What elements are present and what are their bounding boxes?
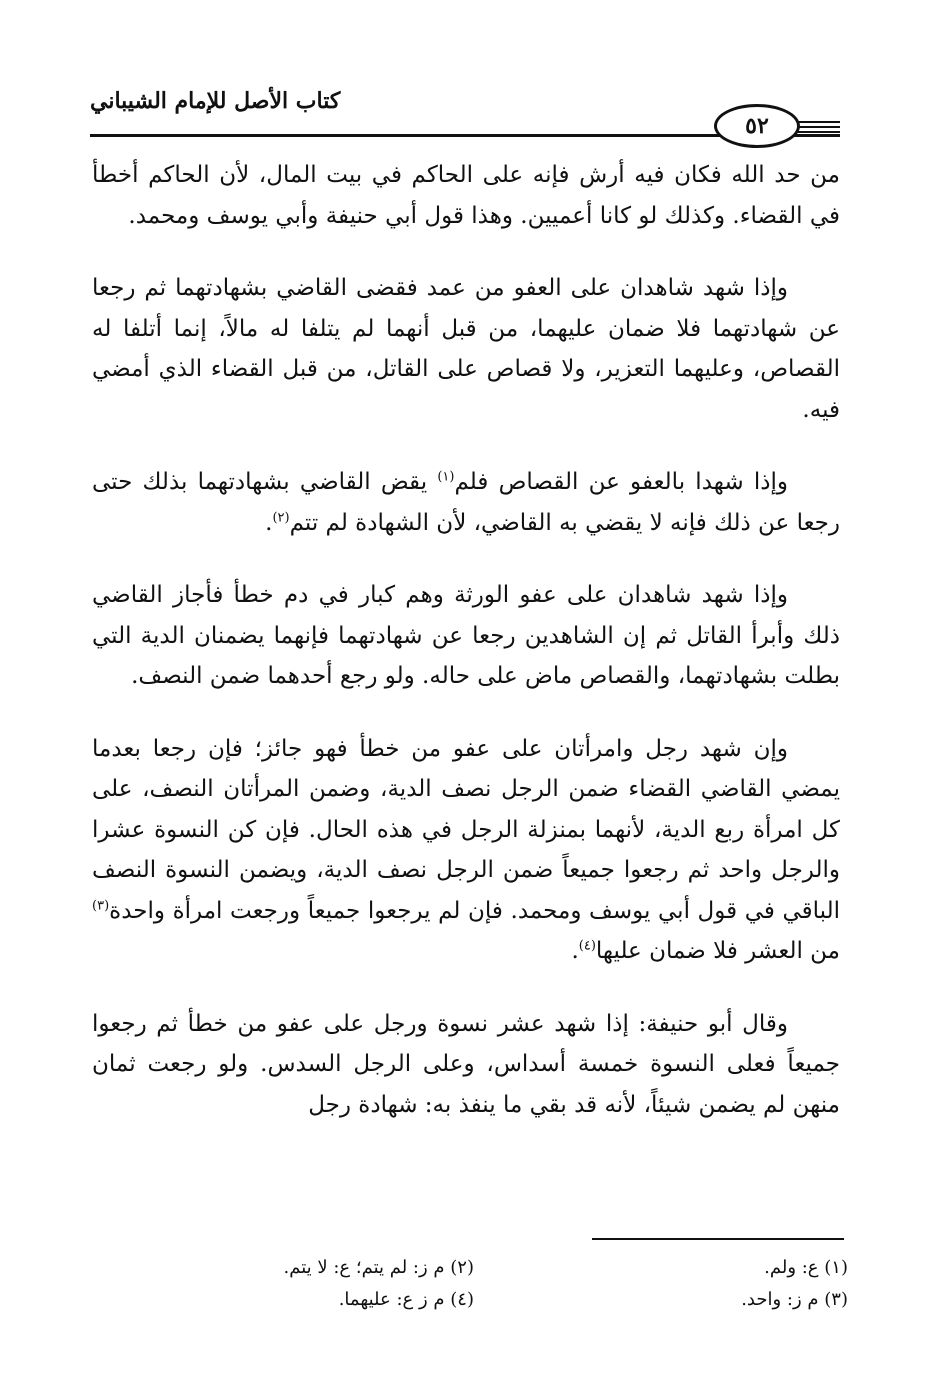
footnote-1: (١) ع: ولم.	[764, 1257, 848, 1278]
footnotes	[100, 1252, 848, 1316]
footnote-ref-4[interactable]: (٤)	[578, 938, 596, 954]
paragraph-6: وقال أبو حنيفة: إذا شهد عشر نسوة ورجل على عفو من خطأ ثم رجعوا جميعاً فعلى النسوة خمسة أسداس، وعلى الرجل السدس. ولو رجعت ثمان منهن لم يضمن شيئاً، لأنه قد بقي ما ينفذ به: شهادة رجل	[92, 1010, 840, 1118]
paragraph-5-text-a: وإن شهد رجل وامرأتان على عفو من خطأ فهو جائز؛ فإن رجعا بعدما يمضي القاضي القضاء ضمن الرجل نصف الدية، وضمن المرأتان النصف، على كل امرأة ربع الدية، لأنهما بمنزلة الرجل في هذه الحال. فإن كن النسوة عشرا والرجل واحد ثم رجعوا جميعاً ضمن الرجل نصف الدية، ويضمن النسوة النصف الباقي في قول أبي يوسف ومحمد. فإن لم يرجعوا جميعاً ورجعت امرأة واحدة	[92, 735, 840, 924]
footnote-4: (٤) م ز ع: عليهما.	[338, 1289, 474, 1310]
footnote-ref-2[interactable]: (٢)	[272, 509, 290, 525]
paragraph-2: وإذا شهد شاهدان على العفو من عمد فقضى القاضي بشهادتهما ثم رجعا عن شهادتهما فلا ضمان عليهما، من قبل أنهما لم يتلفا له مالاً، إنما أتلفا له القصاص، وعليهما التعزير، ولا قصاص على القاتل، من قبل القضاء الذي أمضي فيه.	[92, 275, 840, 423]
paragraph-3-text-c: .	[265, 509, 273, 536]
paragraph-3-text-a: وإذا شهدا بالعفو عن القصاص فلم	[454, 469, 788, 495]
book-title: كتاب الأصل للإمام الشيباني	[90, 88, 341, 114]
footnote-ref-1[interactable]: (١)	[437, 469, 455, 485]
page-number: ٥٢	[714, 104, 800, 148]
footnote-separator	[592, 1238, 844, 1240]
footnote-2: (٢) م ز: لم يتم؛ ع: لا يتم.	[283, 1257, 474, 1278]
footnote-row	[100, 1284, 848, 1316]
footnote-3: (٣) م ز: واحد.	[741, 1289, 848, 1310]
paragraph-3-text-b: يقض القاضي بشهادتهما بذلك حتى رجعا عن ذلك فإنه لا يقضي به القاضي، لأن الشهادة لم تتم	[92, 469, 840, 536]
paragraph-5-text-c: .	[571, 938, 579, 964]
paragraph-5-text-b: من العشر فلا ضمان عليها	[595, 938, 840, 964]
footnote-row	[100, 1252, 848, 1284]
paragraph-5	[92, 729, 840, 972]
paragraph-4: وإذا شهد شاهدان على عفو الورثة وهم كبار في دم خطأ فأجاز القاضي ذلك وأبرأ القاتل ثم إن الشاهدين رجعا عن شهادتهما فإنهما يضمنان الدية التي بطلت بشهادتهما، والقصاص ماض على حاله. ولو رجع أحدهما ضمن النصف.	[92, 582, 840, 689]
main-text	[92, 155, 840, 1157]
page-header	[90, 88, 840, 148]
paragraph-3	[92, 462, 840, 543]
paragraph-1: من حد الله فكان فيه أرش فإنه على الحاكم في بيت المال، لأن الحاكم أخطأ في القضاء. وكذلك لو كانا أعميين. وهذا قول أبي حنيفة وأبي يوسف ومحمد.	[92, 162, 840, 229]
footnote-ref-3[interactable]: (٣)	[92, 897, 110, 913]
